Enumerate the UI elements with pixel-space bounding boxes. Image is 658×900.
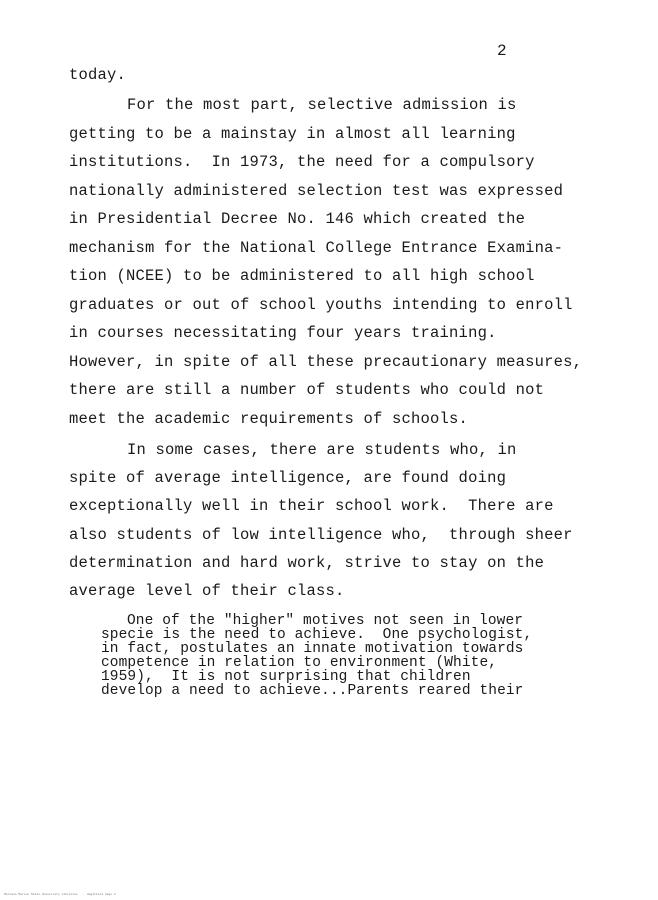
body-line: tion (NCEE) to be administered to all high school	[69, 267, 535, 285]
body-line: For the most part, selective admission is	[127, 96, 517, 114]
body-line: in courses necessitating four years training.	[69, 324, 497, 342]
body-line: nationally administered selection test was expressed	[69, 182, 564, 200]
body-line: in Presidential Decree No. 146 which created the	[69, 210, 526, 228]
body-line: today.	[69, 66, 127, 84]
quote-line: competence in relation to environment (White,	[101, 655, 498, 671]
quote-line: 1959), It is not surprising that children	[101, 669, 471, 685]
body-line: average level of their class.	[69, 582, 345, 600]
quote-line: develop a need to achieve...Parents reared their	[101, 683, 524, 699]
body-line: there are still a number of students who could not	[69, 381, 545, 399]
scan-footer: Mariano Marcos State University Libraries · digitized page 2	[4, 893, 116, 896]
page-number: 2	[497, 42, 507, 60]
body-line: determination and hard work, strive to stay on the	[69, 554, 545, 572]
quote-line: in fact, postulates an innate motivation towards	[101, 641, 524, 657]
body-line: getting to be a mainstay in almost all learning	[69, 125, 516, 143]
quote-line: One of the "higher" motives not seen in lower	[127, 613, 524, 629]
body-line: graduates or out of school youths intending to enroll	[69, 296, 573, 314]
body-line: However, in spite of all these precautionary measures,	[69, 353, 583, 371]
body-line: exceptionally well in their school work. There are	[69, 497, 554, 515]
body-line: institutions. In 1973, the need for a compulsory	[69, 153, 535, 171]
body-line: also students of low intelligence who, through sheer	[69, 526, 573, 544]
quote-line: specie is the need to achieve. One psychologist,	[101, 627, 533, 643]
body-line: mechanism for the National College Entrance Examina-	[69, 239, 564, 257]
body-line: spite of average intelligence, are found doing	[69, 469, 507, 487]
body-line: meet the academic requirements of schools.	[69, 410, 469, 428]
body-line: In some cases, there are students who, in	[127, 441, 517, 459]
